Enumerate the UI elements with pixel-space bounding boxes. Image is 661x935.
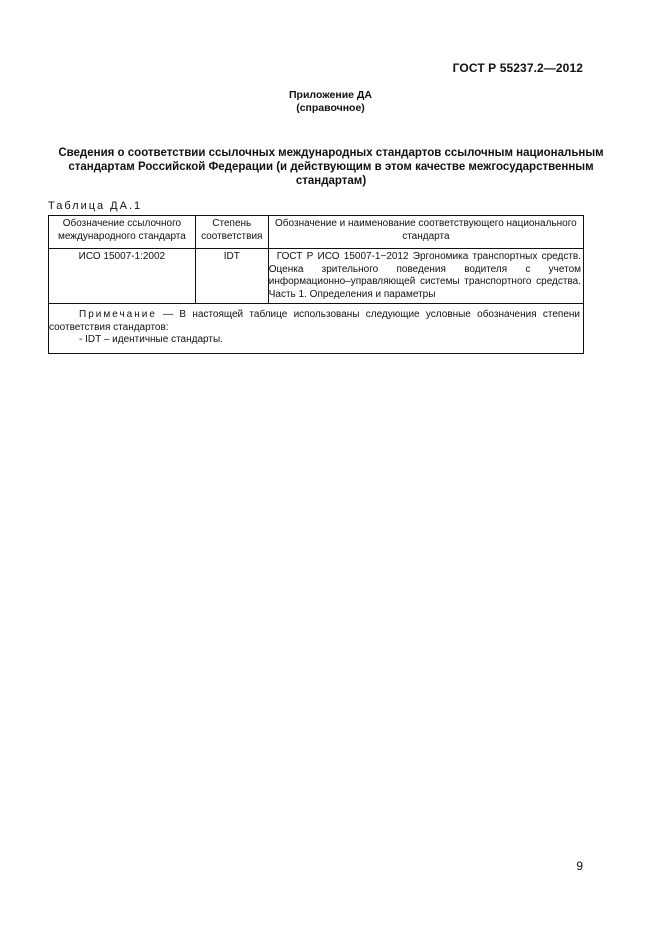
table-note — [49, 304, 584, 354]
cell-national-standard — [268, 249, 583, 304]
document-code: ГОСТ Р 55237.2—2012 — [452, 61, 583, 75]
table-header-row — [49, 216, 584, 249]
table-row — [49, 249, 584, 304]
table-note-row — [49, 304, 584, 354]
note-lead: Примечание — [79, 309, 157, 320]
note-text: — В настоящей таблице использованы следующие условные обозначения степени соответствия стандартов: — [49, 309, 580, 333]
table-caption: Таблица ДА.1 — [48, 200, 143, 212]
column-header-intl-standard: Обозначение ссылочного международного стандарта — [49, 216, 196, 249]
note-item: - IDT – идентичные стандарты. — [79, 334, 223, 345]
column-header-national-standard: Обозначение и наименование соответствующего национального стандарта — [268, 216, 583, 249]
annex-subtitle: (справочное) — [296, 102, 365, 114]
cell-intl-standard: ИСО 15007-1:2002 — [49, 249, 196, 304]
national-standard-text: ГОСТ Р ИСО 15007-1−2012 Эргономика транспортных средств. Оценка зрительного поведения водителя с учетом информационно–управляющей системы транспортного средства. Часть 1. Определения и параметры — [268, 251, 581, 300]
column-header-degree: Степень соответствия — [195, 216, 268, 249]
annex-title: Приложение ДА — [289, 89, 372, 101]
cell-degree: IDT — [195, 249, 268, 304]
page-number: 9 — [576, 859, 583, 873]
correspondence-table — [48, 215, 584, 354]
section-heading: Сведения о соответствии ссылочных международных стандартов ссылочным национальным стандартам Российской Федерации (и действующим в этом качестве межгосударственным стандартам) — [58, 147, 604, 187]
